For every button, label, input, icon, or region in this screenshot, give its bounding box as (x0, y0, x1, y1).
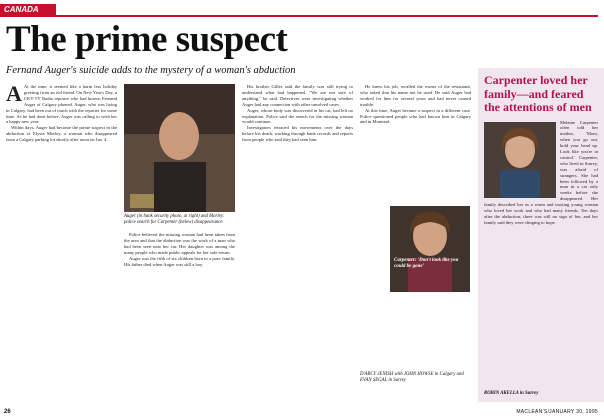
inset-caption: Carpenter: 'Don't look like you could be gone' (394, 258, 459, 269)
page-footer (0, 406, 604, 420)
paragraph: Auger was the fifth of six children born to a poor family. His father died when Auger was still a boy. (124, 255, 235, 267)
auger-photo (124, 84, 235, 212)
magazine-info: MACLEAN'S/JANUARY 30, 1995 (516, 409, 598, 415)
paragraph: He knew his job, recalled the owner of the restaurant, who asked that his name not be used. He said Auger had worked for him for several years and had never caused trouble. (360, 84, 471, 107)
sidebar-body (484, 120, 598, 402)
paragraph: Auger, whose body was discovered in his car, had left no explanation. Police said the search for the missing woman would continue. (242, 107, 353, 125)
page-number: 26 (4, 409, 11, 415)
photo-caption: Auger (in bank security photo, at right) and Morley: police search for Carpenter (below) disappearance (124, 214, 225, 225)
paragraph: Investigators retraced his movements over the days before his death, working through bank records and reports from people who said they had seen him. (242, 125, 353, 143)
paragraph: At the time, it seemed like a harm less holiday greeting from an old friend. On New Year's Day, a CKY-TV Radio reporter who had known Fernand Auger of Calgary phoned. Auger, who was living in Calgary, had been out of touch with the reporter for some time. As he had done before, Auger was calling to wish her a happy new year. (6, 84, 117, 125)
section-label: CANADA (0, 4, 56, 15)
sidebar-byline: ROBIN AKELLA in Surrey (484, 391, 539, 396)
headline: The prime suspect (6, 19, 288, 60)
dek: Fernand Auger's suicide adds to the mystery of a woman's abduction (6, 65, 296, 76)
paragraph: Police believed the missing woman had been taken from the area and that the abduction was the work of a man who had been seen near her car. Her daughter was among the many people who made public appeals for her safe return. (124, 232, 235, 255)
paragraph: Within days, Auger had become the prime suspect in the abduction of Elysia Morley, a woman who disappeared from a Calgary parking lot shortly after noon on Jan. 4. (6, 125, 117, 143)
section-rule (0, 15, 598, 17)
sidebar (478, 68, 604, 402)
carpenter-photo (390, 206, 470, 292)
paragraph: His brother Gilles said the family was still trying to understand what had happened. "We are not sure of anything," he said. Detectives were investigating whether Auger had any connection with other unsolved cases. (242, 84, 353, 107)
article-column-2 (124, 232, 235, 402)
drop-cap: A (6, 84, 22, 106)
article-column-3 (242, 84, 353, 402)
sidebar-text: Melanie Carpenter often told her mother, 'Mom, when you go out, hold your head up. Look like you're in control.' Carpenter, who lived in Surrey, was afraid of strangers. She had been followed by a man in a car only weeks before she disappeared. Her family described her as a warm and trusting young woman who loved her work and who had many friends. Ten days after the abduction, there was still no sign of her, and her family said they were clinging to hope. (484, 119, 598, 225)
paragraph: At this time, Auger became a suspect in a different case. Police questioned people who had known him in Calgary and in Montreal. (360, 107, 471, 125)
sidebar-title: Carpenter loved her family—and feared the attentions of men (484, 73, 592, 114)
sidebar-photo (484, 122, 556, 198)
byline: D'ARCY JENISH with JOHN HOWSE in Calgary and EVAN SEGAL in Surrey (360, 372, 464, 383)
article-column-1 (6, 84, 117, 402)
